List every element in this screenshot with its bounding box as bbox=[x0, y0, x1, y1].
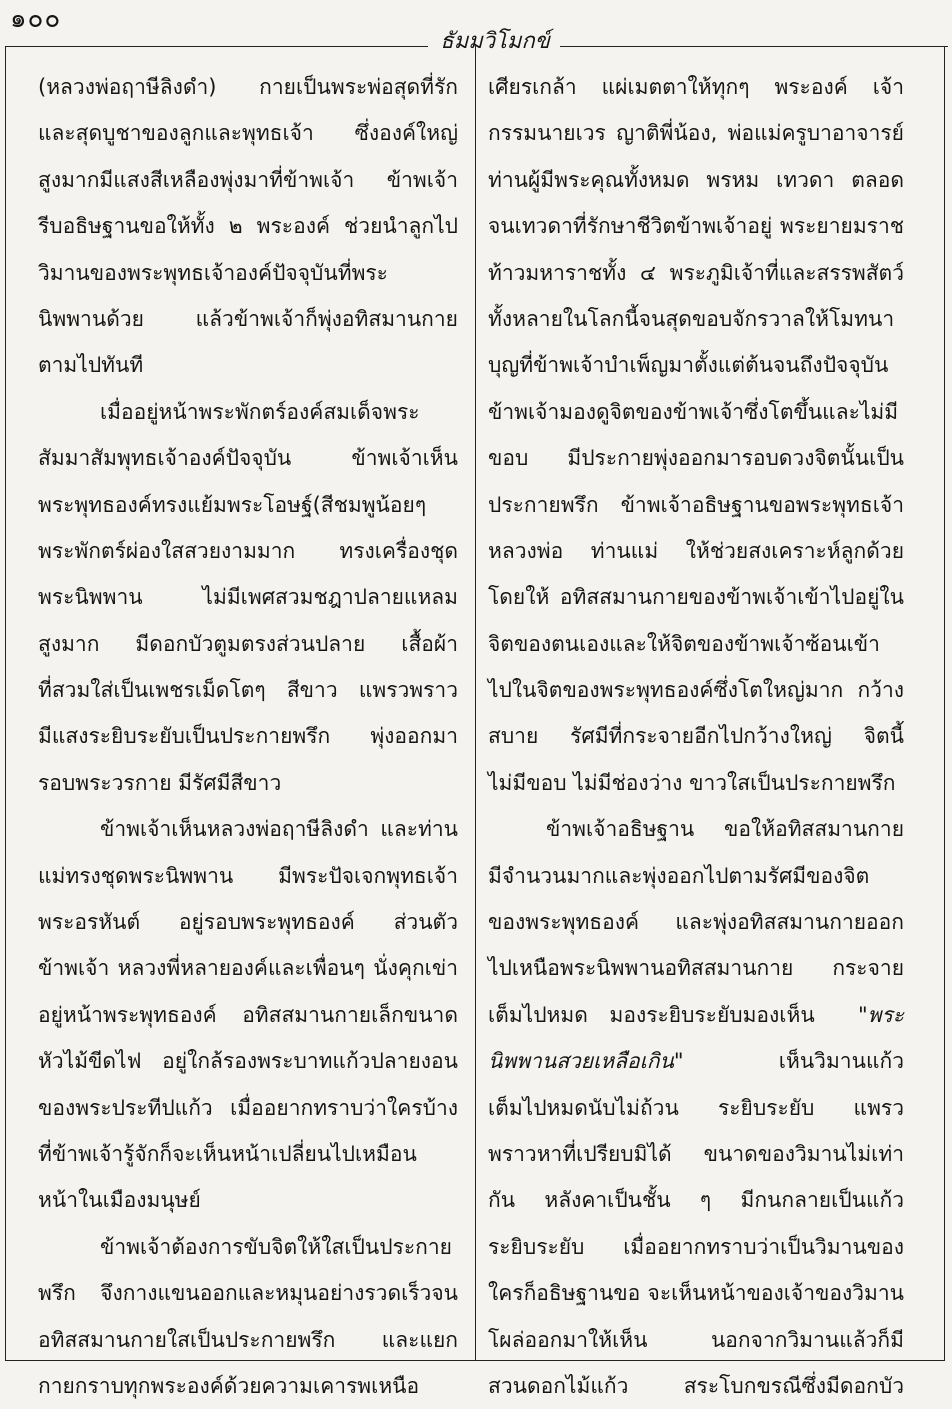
left-column bbox=[38, 64, 458, 1398]
text-line: และสุดบูชาของลูกและพุทธเจ้า ซึ่งองค์ใหญ่ bbox=[38, 121, 458, 146]
text-line: พราวหาที่เปรียบมิได้ ขนาดของวิมานไม่เท่า bbox=[488, 1141, 904, 1166]
text-line: สวนดอกไม้แก้ว สระโบกขรณีซึ่งมีดอกบัว bbox=[488, 1373, 904, 1398]
italic-quote: นิพพานสวยเหลือเกิน" bbox=[488, 1049, 684, 1074]
page-number: ๑๐๐ bbox=[10, 4, 62, 34]
right-column bbox=[488, 64, 904, 1398]
text-line: บุญที่ข้าพเจ้าบำเพ็ญมาตั้งแต่ต้นจนถึงปัจจุบัน bbox=[488, 353, 889, 378]
text-line: ไม่มีขอบ ไม่มีช่องว่าง ขาวใสเป็นประกายพรึก bbox=[488, 770, 896, 795]
text-line: สูงมาก มีดอกบัวตูมตรงส่วนปลาย เสื้อผ้า bbox=[38, 631, 458, 656]
text-line: ไปในจิตของพระพุทธองค์ซึ่งโตใหญ่มาก กว้าง bbox=[488, 678, 904, 703]
text-line: หัวไม้ขีดไฟ อยู่ใกล้รองพระบาทแก้วปลายงอน bbox=[38, 1049, 458, 1074]
text-line: กรรมนายเวร ญาติพี่น้อง, พ่อแม่ครูบาอาจารย์ bbox=[488, 121, 904, 146]
text-line: มีแสงระยิบระยับเป็นประกายพรึก พุ่งออกมา bbox=[38, 724, 458, 749]
running-title: ธัมมวิโมกข์ bbox=[440, 29, 550, 54]
text-line: จนเทวดาที่รักษาชีวิตข้าพเจ้าอยู่ พระยายมราช bbox=[488, 214, 904, 239]
text-line: หน้าในเมืองมนุษย์ bbox=[38, 1188, 201, 1213]
text-line-with-quote bbox=[488, 992, 904, 1038]
text-line: โดยให้ อทิสสมานกายของข้าพเจ้าเข้าไปอยู่ใน bbox=[488, 585, 904, 610]
paragraph-start-line: ข้าพเจ้าเห็นหลวงพ่อฤาษีลิงดำ และท่าน bbox=[100, 817, 458, 842]
text-line: จิตของตนเองและให้จิตของข้าพเจ้าซ้อนเข้า bbox=[488, 631, 880, 656]
text-line: นิพพานด้วย แล้วข้าพเจ้าก็พุ่งอทิสมานกาย bbox=[38, 306, 458, 331]
text-line: พรึก จึงกางแขนออกและหมุนอย่างรวดเร็วจน bbox=[38, 1281, 458, 1306]
text-line: รีบอธิษฐานขอให้ทั้ง ๒ พระองค์ ช่วยนำลูกไป bbox=[38, 214, 458, 239]
text-line: ท่านผู้มีพระคุณทั้งหมด พรหม เทวดา ตลอด bbox=[488, 167, 904, 192]
text-line: ของพระพุทธองค์ และพุ่งอทิสสมานกายออก bbox=[488, 910, 904, 935]
text-line: วิมานของพระพุทธเจ้าองค์ปัจจุบันที่พระ bbox=[38, 260, 388, 285]
column-divider bbox=[475, 46, 476, 1360]
text-line: ตามไปทันที bbox=[38, 353, 144, 378]
text-line: เศียรเกล้า แผ่เมตตาให้ทุกๆ พระองค์ เจ้า bbox=[488, 75, 904, 99]
text-line: พระพักตร์ผ่องใสสวยงามมาก ทรงเครื่องชุด bbox=[38, 538, 458, 563]
text-line: พระอรหันต์ อยู่รอบพระพุทธองค์ ส่วนตัว bbox=[38, 910, 458, 935]
paragraph-start-line: เมื่ออยู่หน้าพระพักตร์องค์สมเด็จพระ bbox=[100, 399, 420, 424]
text-line: สูงมากมีแสงสีเหลืองพุ่งมาที่ข้าพเจ้า ข้าพเจ้า bbox=[38, 167, 458, 192]
text-line: ระยิบระยับ เมื่ออยากทราบว่าเป็นวิมานของ bbox=[488, 1234, 904, 1259]
text-line: (หลวงพ่อฤาษีลิงดำ) กายเป็นพระพ่อสุดที่รัก bbox=[38, 75, 458, 99]
text-line: สบาย รัศมีที่กระจายอีกไปกว้างใหญ่ จิตนี้ bbox=[488, 724, 904, 749]
paragraph-start-line: ข้าพเจ้าต้องการขับจิตให้ใสเป็นประกาย bbox=[100, 1234, 452, 1259]
text-line: ที่ข้าพเจ้ารู้จักก็จะเห็นหน้าเปลี่ยนไปเหมือน bbox=[38, 1141, 417, 1166]
text-line: กัน หลังคาเป็นชั้น ๆ มีกนกลายเป็นแก้ว bbox=[488, 1188, 904, 1213]
italic-quote: "พระ bbox=[857, 1002, 904, 1027]
text-line: ข้าพเจ้า หลวงพี่หลายองค์และเพื่อนๆ นั่งคุกเข่า bbox=[38, 956, 458, 981]
text-line: รอบพระวรกาย มีรัศมีสีขาว bbox=[38, 770, 282, 795]
text-line: ที่สวมใส่เป็นเพชรเม็ดโตๆ สีขาว แพรวพราว bbox=[38, 678, 458, 703]
paragraph-start-line: ข้าพเจ้าอธิษฐาน ขอให้อทิสสมานกาย bbox=[546, 817, 904, 842]
text-line: ใครก็อธิษฐานขอ จะเห็นหน้าของเจ้าของวิมาน bbox=[488, 1281, 904, 1306]
text-segment: เห็นวิมานแก้ว bbox=[778, 1049, 904, 1074]
text-line: อทิสสมานกายใสเป็นประกายพรึก และแยก bbox=[38, 1327, 458, 1352]
text-line: ของพระประทีปแก้ว เมื่ออยากทราบว่าใครบ้าง bbox=[38, 1095, 458, 1120]
text-line-with-quote bbox=[488, 1038, 904, 1084]
text-line: ท้าวมหาราชทั้ง ๔ พระภูมิเจ้าที่และสรรพสัตว์ bbox=[488, 260, 904, 285]
text-line: พระพุทธองค์ทรงแย้มพระโอษฐ์(สีชมพูน้อยๆ bbox=[38, 492, 427, 517]
text-line: เต็มไปหมดนับไม่ถ้วน ระยิบระยับ แพรว bbox=[488, 1095, 904, 1120]
text-line: ข้าพเจ้ามองดูจิตของข้าพเจ้าซึ่งโตขึ้นและไม่มี bbox=[488, 399, 899, 424]
text-line: ไปเหนือพระนิพพานอทิสสมานกาย กระจาย bbox=[488, 956, 904, 981]
text-line: หลวงพ่อ ท่านแม่ ให้ช่วยสงเคราะห์ลูกด้วย bbox=[488, 538, 904, 563]
text-line: พระนิพพาน ไม่มีเพศสวมชฎาปลายแหลม bbox=[38, 585, 458, 610]
text-line: แม่ทรงชุดพระนิพพาน มีพระปัจเจกพุทธเจ้า bbox=[38, 863, 458, 888]
text-line: ทั้งหลายในโลกนี้จนสุดขอบจักรวาลให้โมทนา bbox=[488, 306, 895, 331]
text-line: ประกายพรึก ข้าพเจ้าอธิษฐานขอพระพุทธเจ้า bbox=[488, 492, 904, 517]
text-line: อยู่หน้าพระพุทธองค์ อทิสสมานกายเล็กขนาด bbox=[38, 1002, 458, 1027]
text-line: มีจำนวนมากและพุ่งออกไปตามรัศมีของจิต bbox=[488, 863, 870, 888]
text-line: สัมมาสัมพุทธเจ้าองค์ปัจจุบัน ข้าพเจ้าเห็น bbox=[38, 446, 458, 471]
text-line: กายกราบทุกพระองค์ด้วยความเคารพเหนือ bbox=[38, 1373, 420, 1398]
text-line: โผล่ออกมาให้เห็น นอกจากวิมานแล้วก็มี bbox=[488, 1327, 904, 1352]
text-line: ขอบ มีประกายพุ่งออกมารอบดวงจิตนั้นเป็น bbox=[488, 446, 904, 471]
text-segment: เต็มไปหมด มองระยิบระยับมองเห็น bbox=[488, 1002, 815, 1027]
